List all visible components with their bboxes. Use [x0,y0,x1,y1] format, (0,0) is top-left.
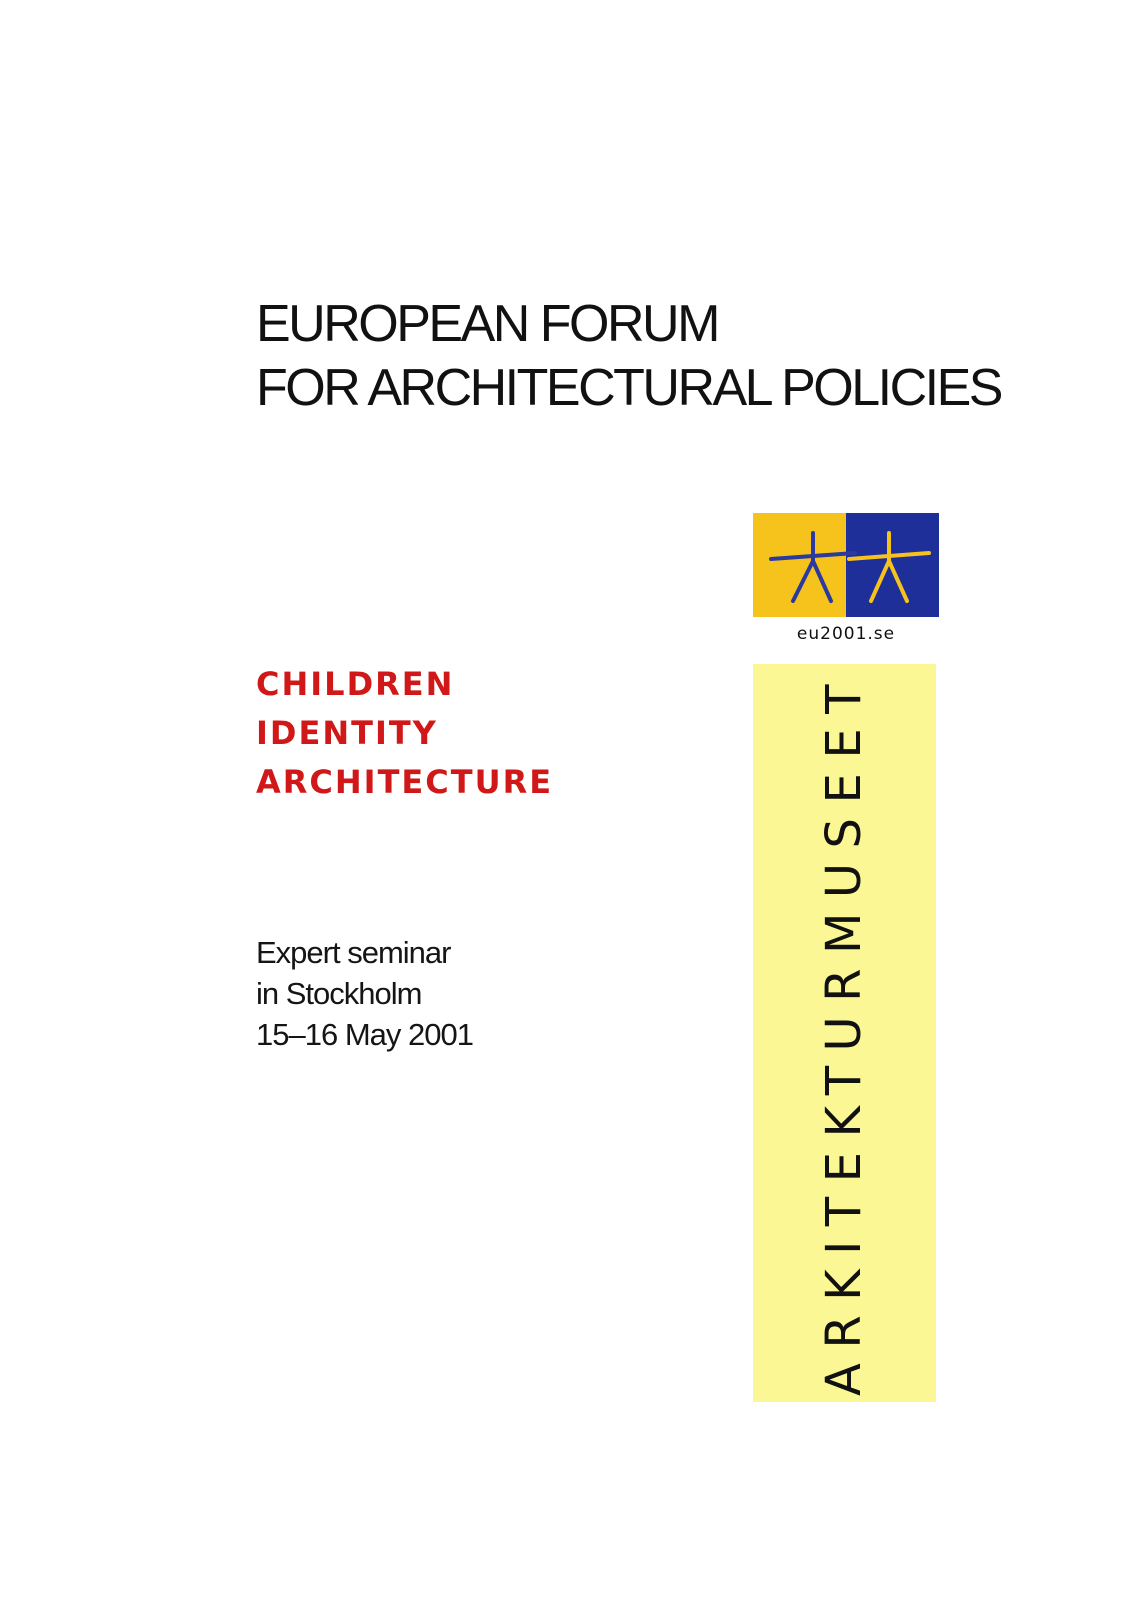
museum-name: ARKITEKTURMUSEET [816,669,872,1397]
seminar-date: 15–16 May 2001 [256,1017,473,1052]
forum-title [256,292,1001,420]
eu-presidency-url: eu2001.se [796,624,896,644]
theme-children: CHILDREN [256,665,455,703]
seminar-location: in Stockholm [256,976,422,1011]
forum-title-line-2: FOR ARCHITECTURAL POLICIES [256,359,1001,417]
forum-title-line-1: EUROPEAN FORUM [256,295,718,353]
seminar-type: Expert seminar [256,935,451,970]
theme-list [256,660,553,807]
theme-identity: IDENTITY [256,714,438,752]
seminar-info [256,932,473,1055]
museum-band [753,664,936,1402]
theme-architecture: ARCHITECTURE [256,763,554,801]
two-stars-logo-icon [753,513,939,617]
